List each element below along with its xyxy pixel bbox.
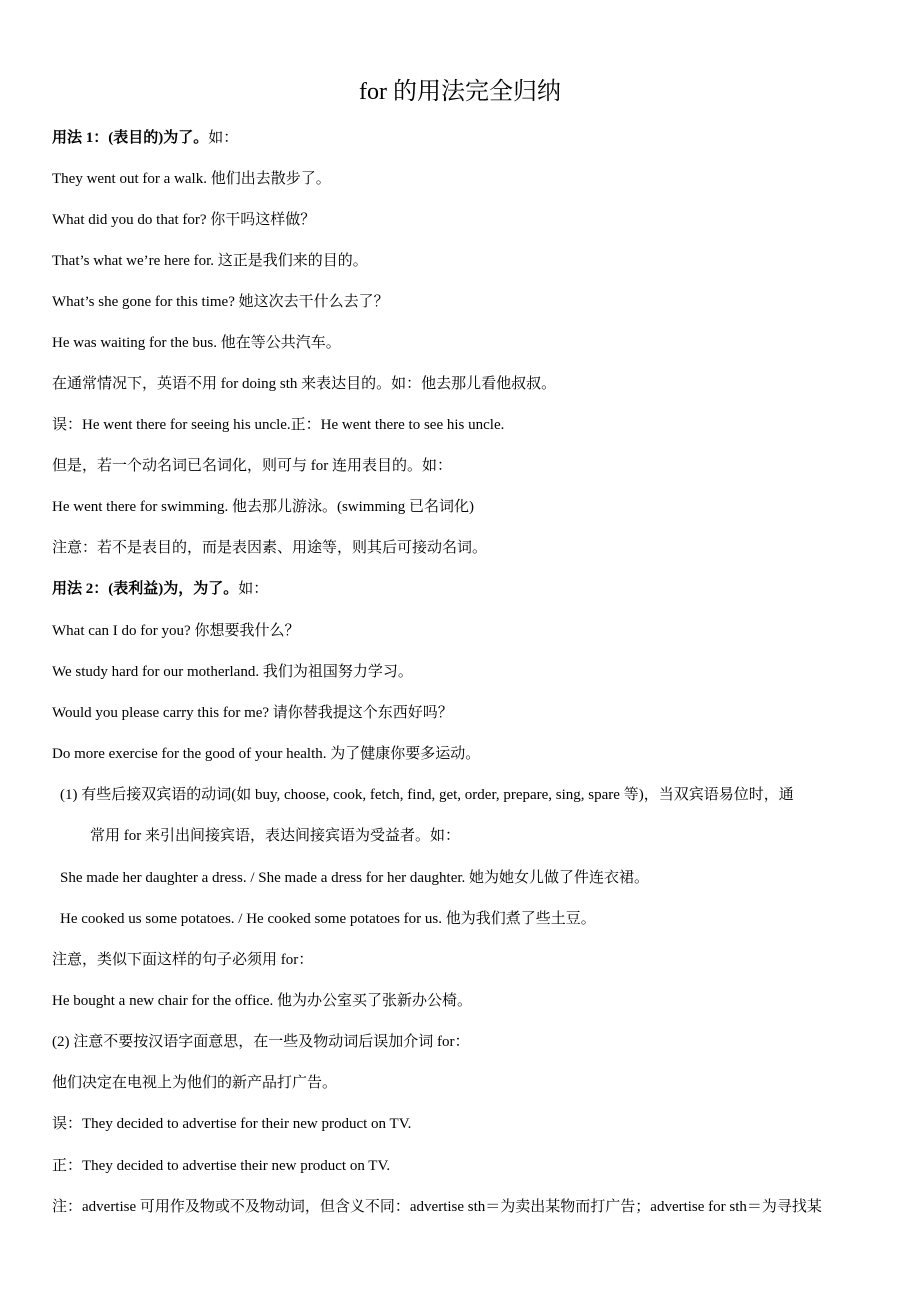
example-line: They went out for a walk. 他们出去散步了。 (52, 171, 331, 187)
note-line: 注：advertise 可用作及物或不及物动词，但含义不同：advertise sth＝为卖出某物而打广告；advertise for sth＝为寻找某 (52, 1199, 822, 1215)
heading-suffix: 如： (208, 130, 239, 146)
example-line: What did you do that for? 你干吗这样做？ (52, 212, 316, 228)
note-line: 注意，类似下面这样的句子必须用 for： (52, 952, 314, 968)
section-heading-usage-1 (52, 127, 882, 149)
example-line: He went there for swimming. 他去那儿游泳。(swimming 已名词化) (52, 499, 475, 515)
example-line: She made her daughter a dress. / She made a dress for her daughter. 她为她女儿做了件连衣裙。 (60, 870, 650, 886)
example-line: He was waiting for the bus. 他在等公共汽车。 (52, 335, 341, 351)
page-title: for 的用法完全归纳 (359, 79, 561, 105)
heading-text: 用法 1：(表目的)为了。 (52, 130, 209, 146)
example-line: He bought a new chair for the office. 他为办公室买了张新办公椅。 (52, 993, 473, 1009)
note-line: 但是，若一个动名词已名词化，则可与 for 连用表目的。如： (52, 458, 452, 474)
heading-suffix: 如： (238, 581, 269, 597)
example-line: 误：He went there for seeing his uncle.正：He went there to see his uncle. (52, 417, 505, 433)
example-line: We study hard for our motherland. 我们为祖国努力学习。 (52, 664, 413, 680)
example-line: What can I do for you? 你想要我什么？ (52, 623, 300, 639)
note-line: 在通常情况下，英语不用 for doing sth 来表达目的。如：他去那儿看他叔叔。 (52, 376, 557, 392)
numbered-note-1-continued: 常用 for 来引出间接宾语，表达间接宾语为受益者。如： (90, 828, 460, 844)
example-line: What’s she gone for this time? 她这次去干什么去了？ (52, 294, 389, 310)
numbered-note-1: (1) 有些后接双宾语的动词(如 buy, choose, cook, fetch, find, get, order, prepare, sing, spare 等)，当双宾语易位时，通 (60, 787, 794, 803)
example-line: 正：They decided to advertise their new product on TV. (52, 1158, 391, 1174)
note-line: 注意：若不是表目的，而是表因素、用途等，则其后可接动名词。 (52, 540, 488, 556)
example-line: He cooked us some potatoes. / He cooked some potatoes for us. 他为我们煮了些土豆。 (60, 911, 596, 927)
heading-text: 用法 2：(表利益)为，为了。 (52, 581, 239, 597)
example-line: 他们决定在电视上为他们的新产品打广告。 (52, 1075, 338, 1091)
example-line: Would you please carry this for me? 请你替我提这个东西好吗？ (52, 705, 453, 721)
example-line: Do more exercise for the good of your health. 为了健康你要多运动。 (52, 746, 481, 762)
example-line: 误：They decided to advertise for their new product on TV. (52, 1116, 412, 1132)
numbered-note-2: (2) 注意不要按汉语字面意思，在一些及物动词后误加介词 for： (52, 1034, 470, 1050)
section-heading-usage-2 (52, 578, 882, 600)
example-line: That’s what we’re here for. 这正是我们来的目的。 (52, 253, 368, 269)
